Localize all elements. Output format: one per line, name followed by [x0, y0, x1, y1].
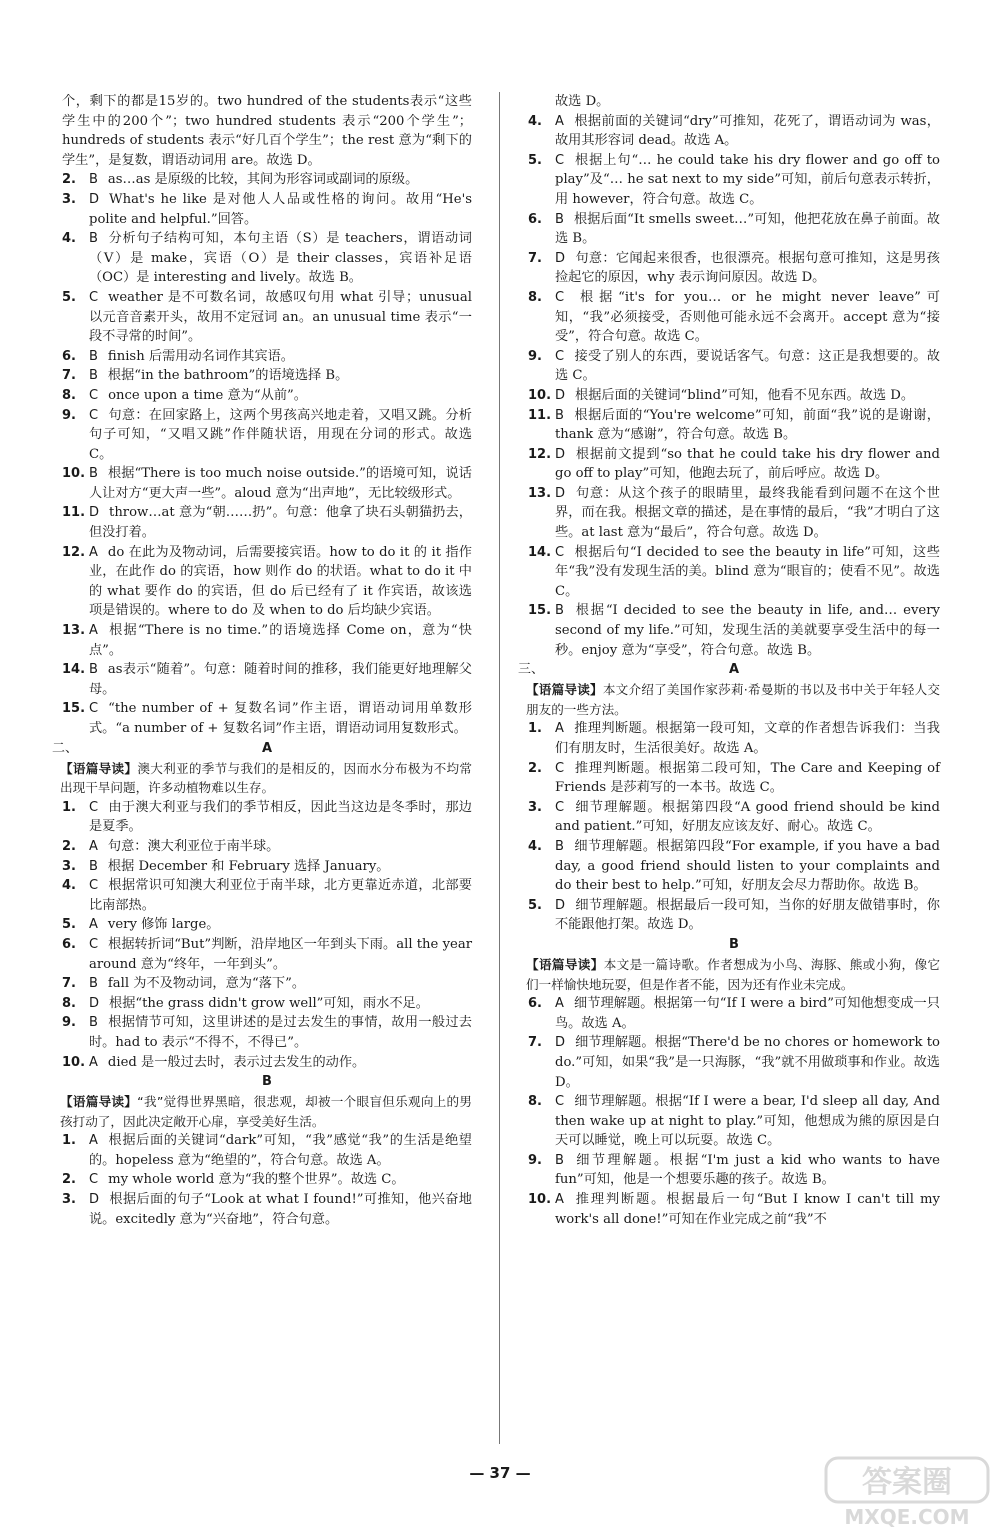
explanation-text: weather 是不可数名词，故感叹句用 what 引导；unusual 以元音音素开头，故用不定冠词 an。an unusual time 表示“一段不寻常的时间”。 [89, 289, 472, 345]
question-number: 8. [62, 995, 76, 1011]
question-number: 7. [62, 976, 76, 992]
answer-item [528, 759, 940, 798]
answer-item [62, 876, 472, 915]
answer-letter: D [555, 446, 566, 462]
section-header [518, 660, 940, 680]
answer-item [528, 112, 940, 151]
guide-text: 澳大利亚的季节与我们的是相反的，因而水分布极为不均常出现干旱问题，许多动植物难以生存。 [60, 760, 473, 796]
answer-letter: A [555, 721, 564, 737]
explanation-text: 根据“There is too much noise outside.”的语境可知，说话人让对方“更大声一些”。aloud 意为“出声地”，无比较级形式。 [89, 466, 472, 501]
question-number: 7. [528, 1035, 542, 1051]
question-number: 4. [62, 878, 76, 894]
answer-item [528, 896, 940, 935]
watermark-title: 答案圈 [862, 1465, 952, 1500]
answer-item [528, 1033, 940, 1092]
answer-letter: C [555, 799, 565, 815]
continued-text: 故选 D。 [555, 94, 610, 109]
answer-letter: B [89, 348, 98, 364]
explanation-text: 句意：它闻起来很香，也很漂亮。根据句意可推知，这是男孩捡起它的原因，why 表示询问原因。故选 D。 [555, 250, 940, 286]
explanation-text: 句意：在回家路上，这两个男孩高兴地走着，又唱又跳。分析句子可知，“又唱又跳”作伴随状语，用现在分词的形式。故选 C。 [89, 407, 472, 462]
question-number: 10. [528, 1192, 552, 1208]
reading-guide [526, 955, 940, 994]
question-number: 8. [528, 1094, 542, 1110]
answer-letter: D [555, 485, 566, 501]
answer-item [528, 445, 940, 484]
answer-item [62, 857, 472, 877]
question-number: 2. [62, 1172, 76, 1188]
continued-text: 个，剩下的都是15岁的。two hundred of the students表示“这些学生中的200个”；two hundred students 表示“200个学生”；hundreds of students 表示“好几百个学生”；the rest 意为“剩下的学生”，是复数，谓语动词用 are。故选 D。 [62, 94, 472, 168]
section-number: 二、 [52, 740, 79, 756]
question-number: 10. [62, 466, 86, 482]
page-number: — 37 — [469, 1464, 531, 1482]
answer-letter: B [89, 976, 98, 992]
question-number: 8. [528, 289, 542, 305]
question-number: 12. [528, 446, 552, 462]
explanation-text: 根据前面的关键词“dry”可推知，花死了，谓语动词为 was，故用其形容词 dead。故选 A。 [555, 113, 940, 149]
question-number: 4. [528, 838, 542, 854]
answer-item [62, 190, 472, 229]
question-number: 3. [528, 799, 542, 815]
answer-item [62, 798, 472, 837]
explanation-text: 细节理解题。根据最后一段可知，当你的好朋友做错事时，你不能跟他打架。故选 D。 [555, 897, 940, 933]
passage-letter: A [261, 740, 273, 756]
answer-item [62, 229, 472, 288]
explanation-text: 细节理解题。根据“I'm just a kid who wants to have fun”可知，他是一个想要乐趣的孩子。故选 B。 [555, 1152, 940, 1188]
explanation-text: 根据“it's for you… or he might never leave”可知，“我”必须接受，否则他可能永远不会离开。accept 意为“接受”，符合句意。故选 C。 [555, 289, 940, 345]
question-number: 1. [528, 721, 542, 737]
explanation-text: 细节理解题。根据“If I were a bear, I'd sleep all day, And then wake up at night to play.”可知，他想成为熊的原因是白天可以睡觉，晚上可以玩耍。故选 C。 [555, 1094, 940, 1149]
question-number: 13. [62, 623, 86, 639]
reading-guide [60, 1092, 472, 1131]
answer-item [528, 347, 940, 386]
explanation-text: 根据情节可知，这里讲述的是过去发生的事情，故用一般过去时。had to 表示“不得不，不得已”。 [89, 1015, 472, 1050]
answer-letter: A [89, 623, 98, 639]
answer-letter: A [89, 917, 98, 933]
guide-text: 本文是一篇诗歌。作者想成为小鸟、海豚、熊或小狗，像它们一样愉快地玩耍，但是作者不能，因为还有作业未完成。 [526, 956, 941, 992]
answer-letter: C [555, 544, 565, 560]
question-number: 5. [528, 152, 542, 168]
answer-item [528, 719, 940, 758]
question-number: 2. [528, 760, 542, 776]
answer-item [62, 994, 472, 1014]
explanation-text: my whole world 意为“我的整个世界”。故选 C。 [108, 1172, 405, 1188]
answer-item [62, 974, 472, 994]
explanation-text: 根据“I decided to see the beauty in life, and… every second of my life.”可知，发现生活的美就要享受生活中的每一秒。enjoy 意为“享受”，符合句意。故选 B。 [555, 603, 940, 658]
guide-tag: 【语篇导读】 [526, 682, 603, 698]
answer-letter: B [89, 368, 98, 384]
question-number: 1. [62, 1133, 76, 1149]
answer-item [62, 915, 472, 935]
answer-item [62, 1131, 472, 1170]
answer-item [528, 288, 940, 347]
question-number: 14. [62, 662, 86, 678]
answer-item [62, 503, 472, 542]
explanation-text: 根据转折词“But”判断，沿岸地区一年到头下雨。all the year around 意为“终年，一年到头”。 [89, 936, 472, 972]
answer-item [62, 288, 472, 347]
explanation-text: 根据“the grass didn't grow well”可知，雨水不足。 [109, 995, 429, 1011]
answer-item [62, 366, 472, 386]
guide-tag: 【语篇导读】 [60, 1094, 138, 1110]
question-number: 4. [528, 113, 542, 129]
guide-text: “我”觉得世界黑暗，很悲观，却被一个眼盲但乐观向上的男孩打动了，因此决定敞开心扉，享受美好生活。 [60, 1094, 472, 1129]
answer-item [528, 386, 940, 406]
explanation-text: 推理判断题。根据第一段可知，文章的作者想告诉我们：当我们有朋友时，生活很美好。故选 A。 [555, 721, 940, 756]
passage-letter: B [262, 1074, 272, 1090]
answer-item [62, 1053, 472, 1073]
answer-item [528, 601, 940, 660]
explanation-text: 根据 December 和 February 选择 January。 [107, 858, 390, 874]
answer-letter: A [555, 996, 564, 1012]
explanation-text: fall 为不及物动词，意为“落下”。 [107, 976, 306, 992]
answer-item [62, 543, 472, 621]
right-column [518, 92, 941, 1229]
answer-item [528, 994, 940, 1033]
answer-item [528, 249, 940, 288]
question-number: 7. [62, 368, 76, 384]
explanation-text: 分析句子结构可知，本句主语（S）是 teachers，谓语动词（V）是 make，宾语（O）是 their classes，宾语补足语（OC）是 interesting and lively。故选 B。 [89, 231, 472, 286]
answer-letter: B [555, 211, 564, 227]
explanation-text: 细节理解题。根据第一句“If I were a bird”可知他想变成一只鸟。故选 A。 [555, 996, 940, 1031]
answer-item [528, 1092, 940, 1151]
section-header [52, 739, 472, 759]
question-number: 8. [62, 387, 76, 403]
answer-letter: B [555, 603, 564, 619]
question-number: 10. [62, 1054, 86, 1070]
explanation-text: 接受了别人的东西，要说话客气。句意：这正是我想要的。故选 C。 [555, 348, 940, 384]
explanation-text: 根据后面的“You're welcome”可知，前面“我”说的是谢谢，thank 意为“感谢”，符合句意。故选 B。 [555, 407, 940, 443]
answer-letter: B [89, 231, 98, 247]
answer-item [62, 621, 472, 660]
answer-item [62, 1190, 472, 1229]
answer-letter: C [89, 289, 99, 305]
answer-letter: C [89, 878, 99, 894]
explanation-text: as…as 是原级的比较，其间为形容词或副词的原级。 [107, 172, 419, 188]
question-number: 2. [62, 172, 76, 188]
explanation-text: throw…at 意为“朝……扔”。句意：他拿了块石头朝猫扔去，但没打着。 [89, 505, 472, 541]
section-number: 三、 [518, 662, 545, 678]
answer-item [62, 170, 472, 190]
watermark-site: MXQE.COM [844, 1505, 970, 1529]
answer-item [62, 347, 472, 367]
column-divider [499, 92, 500, 1444]
passage-answers [62, 798, 472, 1072]
answer-letter: C [89, 1172, 99, 1188]
guide-text: 本文介绍了美国作家莎莉·希曼斯的书以及书中关于年轻人交朋友的一些方法。 [526, 682, 940, 717]
answer-letter: B [555, 407, 564, 423]
explanation-text: 细节理解题。根据“There'd be no chores or homework to do.”可知，如果“我”是一只海豚，“我”就不用做琐事和作业。故选 D。 [555, 1035, 940, 1090]
explanation-text: 句意：从这个孩子的眼睛里，最终我能看到问题不在这个世界，而在我。根据文章的描述，是在事情的最后，“我”才明白了这些。at last 意为“最后”，符合句意。故选 D。 [555, 485, 940, 541]
explanation-text: 根据后句“I decided to see the beauty in life”可知，这些年“我”没有发现生活的美。blind 意为“眼盲的；使看不见”。故选 C。 [555, 544, 940, 599]
question-number: 14. [528, 544, 552, 560]
answer-item [62, 1170, 472, 1190]
left-column [52, 92, 473, 1229]
explanation-text: 根据上句“… he could take his dry flower and go off to play”及“… he sat next to my side”可知，前后句意表示转折，用 however，符合句意。故选 C。 [555, 152, 940, 207]
question-number: 6. [62, 936, 76, 952]
answer-letter: B [89, 172, 98, 188]
answer-letter: B [555, 1152, 564, 1168]
question-number: 5. [62, 917, 76, 933]
answer-letter: C [555, 152, 565, 168]
answer-letter: C [555, 348, 565, 364]
explanation-text: do 在此为及物动词，后需要接宾语。how to do it 的 it 指作业，在此作 do 的宾语，how 则作 do 的状语。what to do it 中的 what 要作 do 的宾语，但 do 后已经有了 it 作宾语，故该选项是错误的。where to do 及 when to do 后均缺少宾语。 [89, 544, 472, 619]
passage-letter: B [729, 936, 739, 952]
question-number: 15. [62, 701, 86, 717]
explanation-text: 根据前文提到“so that he could take his dry flower and go off to play”可知，他跑去玩了，前后呼应。故选 D。 [555, 446, 940, 482]
question-number: 3. [62, 191, 76, 207]
explanation-text: died 是一般过去时，表示过去发生的动作。 [107, 1054, 366, 1070]
answer-letter: C [89, 407, 99, 423]
answer-item [528, 151, 940, 210]
reading-guide [60, 759, 472, 798]
watermark-logo [822, 1454, 992, 1530]
explanation-text: 根据“in the bathroom”的语境选择 B。 [107, 368, 349, 384]
answer-item [62, 837, 472, 857]
explanation-text: 根据后面“It smells sweet…”可知，他把花放在鼻子前面。故选 B。 [555, 211, 940, 247]
answer-letter: B [89, 1015, 98, 1031]
question-number: 6. [528, 996, 542, 1012]
answer-letter: B [89, 858, 98, 874]
explanation-text: 根据后面的关键词“dark”可知，“我”感觉“我”的生活是绝望的。hopeless 意为“绝望的”，符合句意。故选 A。 [89, 1133, 472, 1168]
explanation-text: 由于澳大利亚与我们的季节相反，因此当这边是冬季时，那边是夏季。 [89, 799, 472, 835]
explanation-text: 细节理解题。根据第四段“A good friend should be kind and patient.”可知，好朋友应该友好、耐心。故选 C。 [555, 799, 940, 835]
answer-letter: A [89, 1133, 98, 1149]
answer-letter: B [89, 466, 98, 482]
answer-item [528, 1151, 940, 1190]
answer-item [62, 406, 472, 465]
answer-letter: C [89, 387, 99, 403]
part1-answers [62, 170, 472, 738]
answer-item [528, 210, 940, 249]
passage-answers [528, 994, 940, 1229]
answer-item [62, 386, 472, 406]
passage-header [62, 1072, 472, 1092]
answer-letter: D [555, 897, 566, 913]
passage-answers [62, 1131, 472, 1229]
explanation-text: as表示“随着”。句意：随着时间的推移，我们能更好地理解父母。 [89, 662, 472, 697]
question-number: 1. [62, 799, 76, 815]
explanation-text: 根据后面的关键词“blind”可知，他看不见东西。故选 D。 [575, 387, 915, 403]
answer-letter: C [555, 289, 565, 305]
answer-item [528, 1190, 940, 1229]
answer-item [62, 935, 472, 974]
answer-item [528, 484, 940, 543]
explanation-text: “the number of + 复数名词”作主语，谓语动词用单数形式。“a number of + 复数名词”作主语，谓语动词用复数形式。 [89, 701, 472, 736]
answer-letter: C [89, 701, 99, 717]
explanation-text: finish 后需用动名词作其宾语。 [107, 348, 294, 364]
explanation-text: once upon a time 意为“从前”。 [108, 387, 307, 403]
answer-letter: C [89, 799, 99, 815]
answer-letter: D [89, 995, 100, 1011]
explanation-text: 根据后面的句子“Look at what I found!”可推知，他兴奋地说。excitedly 意为“兴奋地”，符合句意。 [89, 1192, 472, 1227]
answer-letter: A [555, 113, 564, 129]
explanation-text: very 修饰 large。 [107, 917, 220, 933]
question-number: 6. [62, 348, 76, 364]
answer-letter: C [555, 1094, 565, 1110]
explanation-text: 推理判断题。根据最后一句“But I know I can't till my work's all done!”可知在作业完成之前“我”不 [555, 1192, 940, 1227]
answer-item [528, 798, 940, 837]
question-number: 9. [528, 1152, 542, 1168]
answer-letter: A [89, 838, 98, 854]
answer-letter: B [89, 662, 98, 678]
question-number: 3. [62, 1192, 76, 1208]
answer-letter: D [89, 505, 100, 521]
question-number: 15. [528, 603, 552, 619]
answer-item [62, 464, 472, 503]
answer-letter: C [89, 936, 99, 952]
passage-letter: A [728, 662, 740, 678]
question-number: 9. [528, 348, 542, 364]
answer-item [528, 837, 940, 896]
guide-tag: 【语篇导读】 [526, 956, 604, 972]
question-number: 10. [528, 387, 552, 403]
question-number: 5. [62, 289, 76, 305]
question-number: 11. [528, 407, 552, 423]
answer-letter: D [89, 1192, 100, 1208]
question-number: 5. [528, 897, 542, 913]
answer-letter: C [555, 760, 565, 776]
explanation-text: 细节理解题。根据第四段“For example, if you have a bad day, a good friend should listen to your complaints and do their best to help.”可知，好朋友会尽力帮助你。故选 B。 [555, 838, 940, 894]
answer-item [528, 406, 940, 445]
answer-item [528, 543, 940, 602]
explanation-text: 根据“There is no time.”的语境选择 Come on，意为“快点”。 [89, 623, 472, 658]
guide-tag: 【语篇导读】 [60, 760, 138, 776]
answer-letter: D [555, 250, 566, 266]
passage-header [528, 935, 940, 955]
explanation-text: 句意：澳大利亚位于南半球。 [107, 838, 280, 854]
answer-item [62, 660, 472, 699]
answer-letter: D [555, 387, 566, 403]
question-number: 3. [62, 858, 76, 874]
question-number: 12. [62, 544, 86, 560]
answer-letter: A [555, 1192, 564, 1208]
question-number: 4. [62, 231, 76, 247]
question-number: 9. [62, 1015, 76, 1031]
question-number: 6. [528, 211, 542, 227]
reading-guide [526, 680, 940, 719]
passage-answers [528, 112, 940, 661]
answer-letter: D [89, 191, 100, 207]
question-number: 9. [62, 407, 76, 423]
explanation-text: What's he like 是对他人人品或性格的询问。故用“He's polite and helpful.”回答。 [89, 191, 472, 227]
question-number: 7. [528, 250, 542, 266]
question-number: 11. [62, 505, 86, 521]
passage-answers [528, 719, 940, 935]
answer-letter: A [89, 1054, 98, 1070]
answer-item [62, 1013, 472, 1052]
question-number: 2. [62, 838, 76, 854]
answer-item [62, 699, 472, 738]
explanation-text: 推理判断题。根据第二段可知，The Care and Keeping of Friends 是莎莉写的一本书。故选 C。 [555, 760, 940, 796]
explanation-text: 根据常识可知澳大利亚位于南半球，北方更靠近赤道，北部要比南部热。 [89, 878, 472, 913]
question-number: 13. [528, 485, 552, 501]
answer-letter: B [555, 838, 564, 854]
answer-letter: D [555, 1035, 566, 1051]
answer-letter: A [89, 544, 98, 560]
